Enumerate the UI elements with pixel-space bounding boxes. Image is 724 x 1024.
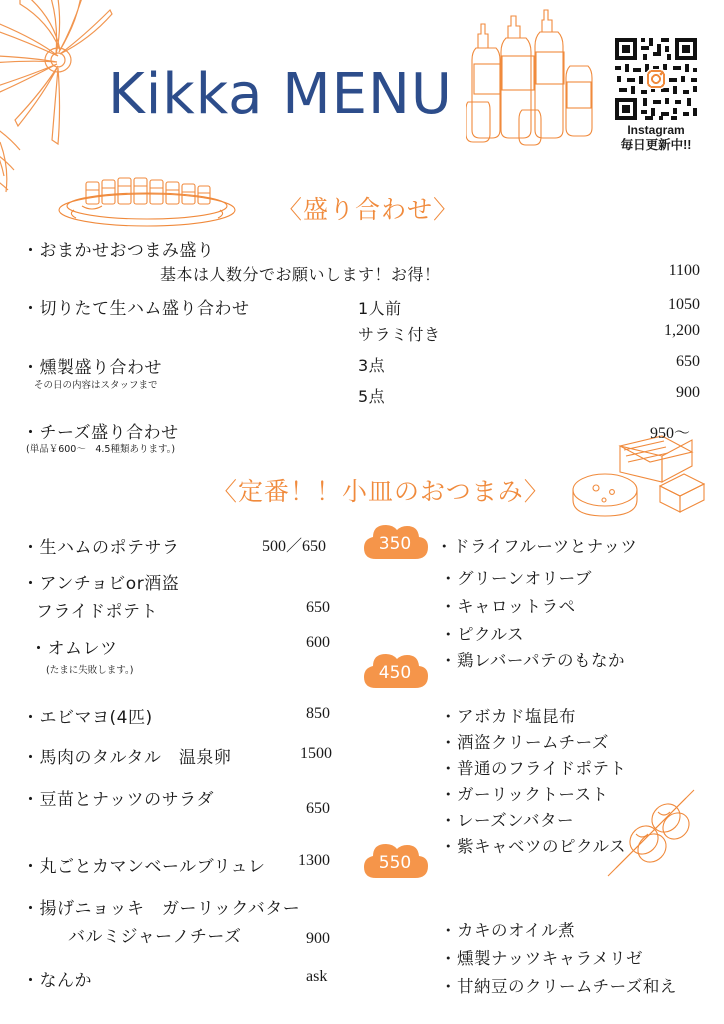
instagram-label: Instagram bbox=[627, 123, 685, 137]
qr-code-icon[interactable] bbox=[613, 36, 699, 122]
item-price: 900 bbox=[306, 930, 330, 947]
item-price: 1050 bbox=[668, 296, 700, 313]
item-name-line2: バルミジャーノチーズ bbox=[68, 927, 242, 947]
item-name: ・なんか bbox=[22, 971, 92, 991]
item-name: ・エビマヨ(4匹) bbox=[22, 708, 153, 728]
item-price: 1100 bbox=[668, 262, 700, 279]
item-name: ・丸ごとカマンベールブリュレ bbox=[22, 857, 266, 877]
price-badge-label: 450 bbox=[378, 663, 412, 683]
item-name: ・チーズ盛り合わせ bbox=[22, 423, 179, 443]
list-item: ・紫キャベツのピクルス bbox=[440, 837, 627, 856]
price-badge-label: 350 bbox=[378, 534, 412, 554]
instagram-icon bbox=[646, 69, 666, 89]
list-item: ・普通のフライドポテト bbox=[440, 759, 627, 778]
item-name: ・オムレツ bbox=[30, 639, 118, 659]
instagram-sub-label: 毎日更新中!! bbox=[620, 137, 692, 152]
bottles-illustration bbox=[466, 2, 596, 147]
cheese-illustration bbox=[560, 430, 710, 520]
item-price: 950〜 bbox=[649, 425, 690, 442]
list-item: ・カキのオイル煮 bbox=[440, 921, 576, 940]
list-item: ・ガーリックトースト bbox=[440, 785, 609, 804]
item-variant-label: 1人前 bbox=[358, 299, 402, 318]
item-note: 基本は人数分でお願いします！お得！ bbox=[160, 265, 441, 284]
item-price: 850 bbox=[306, 705, 330, 722]
item-name: ・アンチョビor酒盗 bbox=[22, 574, 180, 594]
item-price: 500／650 bbox=[262, 538, 327, 555]
item-price: 900 bbox=[676, 384, 700, 401]
list-item: ・燻製ナッツキャラメリゼ bbox=[440, 949, 644, 968]
item-name: ・揚げニョッキ ガーリックバター bbox=[22, 899, 301, 919]
item-variant-label: サラミ付き bbox=[358, 325, 441, 344]
item-footnote: (たまに失敗します。) bbox=[46, 665, 134, 676]
item-price: 1300 bbox=[298, 852, 330, 869]
item-name: ・馬肉のタルタル 温泉卵 bbox=[22, 748, 232, 768]
list-item: ・アボカド塩昆布 bbox=[440, 707, 576, 726]
price-badge-550 bbox=[362, 840, 428, 886]
item-price: 650 bbox=[306, 800, 330, 817]
price-badge-450 bbox=[362, 650, 428, 696]
item-name: ・切りたて生ハム盛り合わせ bbox=[22, 299, 250, 319]
list-item: ・キャロットラペ bbox=[440, 597, 576, 616]
section-heading-moriawase: 〈盛り合わせ〉 bbox=[277, 195, 460, 224]
item-price: 650 bbox=[306, 599, 330, 616]
page-title: Kikka MENU bbox=[108, 62, 453, 127]
price-badge-label: 550 bbox=[378, 853, 412, 873]
item-price: 600 bbox=[306, 634, 330, 651]
list-item: ・ドライフルーツとナッツ bbox=[436, 537, 638, 556]
item-variant-label: 5点 bbox=[358, 387, 386, 406]
item-price: 1,200 bbox=[664, 322, 700, 339]
list-item: ・グリーンオリーブ bbox=[440, 569, 592, 588]
instagram-qr-block[interactable] bbox=[610, 36, 702, 152]
item-price: ask bbox=[306, 968, 328, 985]
list-item: ・甘納豆のクリームチーズ和え bbox=[440, 977, 677, 996]
item-name: ・燻製盛り合わせ bbox=[22, 358, 162, 378]
list-item: ・ピクルス bbox=[440, 625, 525, 644]
list-item: ・レーズンバター bbox=[440, 811, 575, 830]
platter-illustration bbox=[52, 160, 242, 230]
item-price: 650 bbox=[676, 353, 700, 370]
item-footnote: (単品￥600〜 4.5種類あります。) bbox=[26, 444, 176, 455]
item-name: ・豆苗とナッツのサラダ bbox=[22, 790, 214, 810]
item-name-line2: フライドポテト bbox=[36, 602, 158, 622]
item-price: 1500 bbox=[300, 745, 332, 762]
item-name: ・おまかせおつまみ盛り bbox=[22, 241, 215, 261]
list-item: ・酒盗クリームチーズ bbox=[440, 733, 609, 752]
list-item: ・鶏レバーパテのもなか bbox=[440, 651, 626, 670]
item-variant-label: 3点 bbox=[358, 356, 386, 375]
price-badge-350 bbox=[362, 521, 428, 567]
item-name: ・生ハムのポテサラ bbox=[22, 538, 180, 558]
section-heading-kozara: 〈定番！！小皿のおつまみ〉 bbox=[212, 477, 550, 506]
item-footnote: その日の内容はスタッフまで bbox=[34, 380, 158, 391]
